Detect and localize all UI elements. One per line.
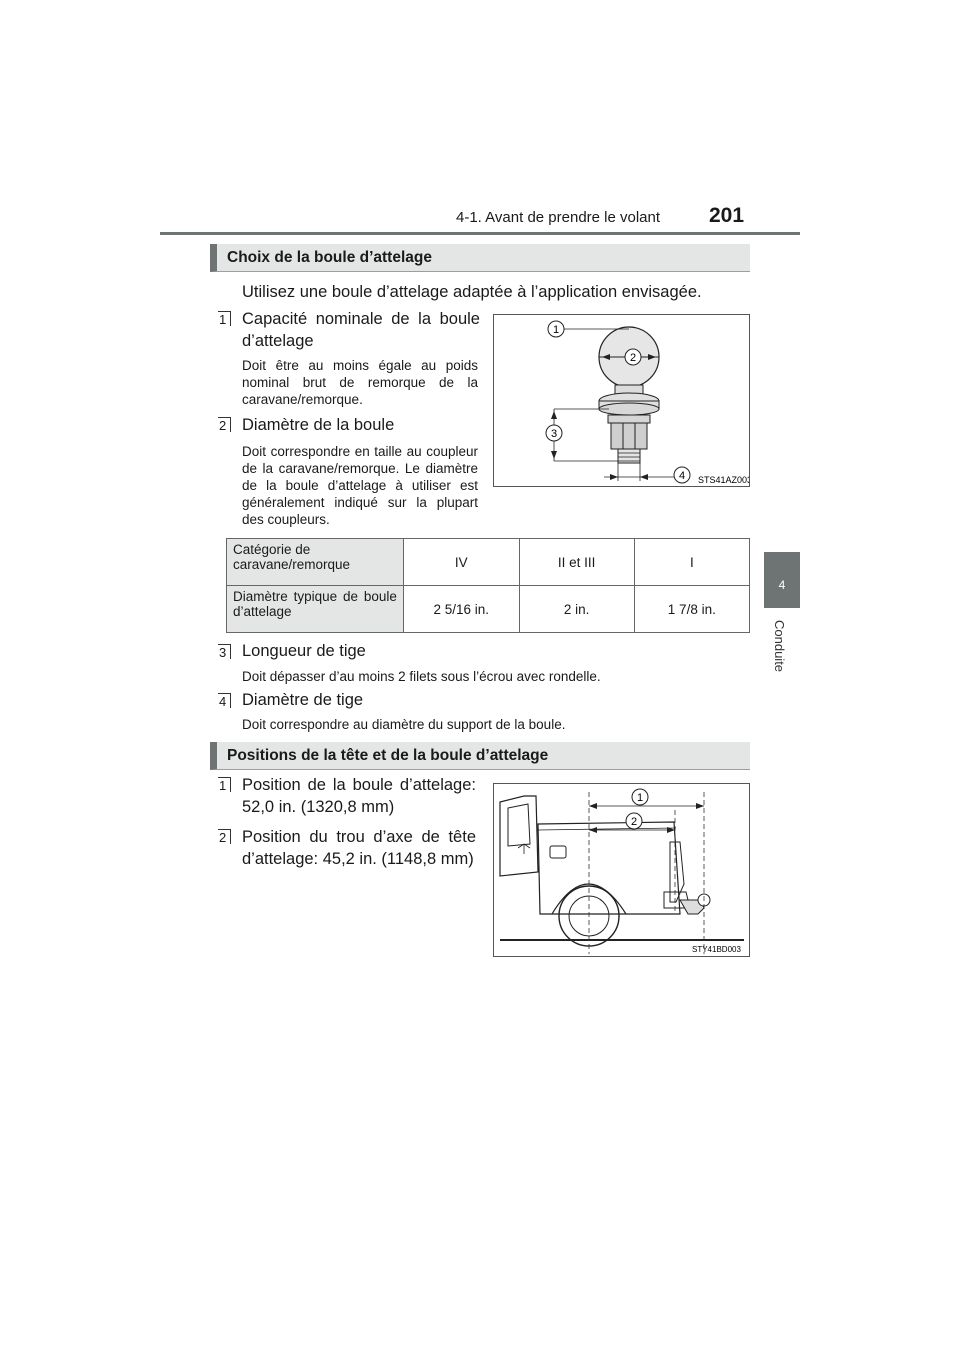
section-heading-text: Positions de la tête et de la boule d’attelage xyxy=(227,746,549,764)
section-heading-positions xyxy=(210,742,750,770)
figure-code: STY41BD003 xyxy=(692,945,741,954)
callout-3 xyxy=(546,425,562,441)
table-cell: I xyxy=(634,539,749,586)
item-description: Doit être au moins égale au poids nominal brut de remorque de la caravane/remorque. xyxy=(242,358,478,407)
callout-2 xyxy=(626,813,642,829)
callout-4 xyxy=(674,467,690,483)
table-cell: IV xyxy=(403,539,519,586)
header-rule xyxy=(160,232,800,235)
chapter-label: Conduite xyxy=(772,620,787,673)
item-title-line: d’attelage xyxy=(242,332,314,350)
table-cell: Catégorie de caravane/remorque xyxy=(227,539,404,586)
item-title: Longueur de tige xyxy=(242,642,366,660)
item-title-line: Position du trou d’axe de tête xyxy=(242,828,476,846)
table-cell: Diamètre typique de boule d’attelage xyxy=(227,586,404,633)
table-row xyxy=(227,539,750,586)
svg-text:2: 2 xyxy=(630,816,638,828)
callout-2 xyxy=(625,349,641,365)
page-number: 201 xyxy=(709,204,745,227)
item-description: Doit correspondre en taille au coupleur de la caravane/remorque. Le diamètre de la boule d’attelage à utiliser est généralement indiqué sur la plupart des coupleurs. xyxy=(242,444,478,527)
item-title: Diamètre de tige xyxy=(242,691,364,709)
table-cell: 2 in. xyxy=(519,586,634,633)
item-title-line: 52,0 in. (1320,8 mm) xyxy=(242,798,395,816)
ball-spec-table xyxy=(226,538,750,633)
item-number: 2 xyxy=(218,829,231,844)
truck-hitch-figure xyxy=(493,783,750,957)
item-description: Doit correspondre au diamètre du support de la boule. xyxy=(242,717,566,732)
item-title xyxy=(242,826,476,870)
item-title-line: Position de la boule d’attelage: xyxy=(242,776,476,794)
svg-text:1: 1 xyxy=(552,324,560,336)
callout-1 xyxy=(632,789,648,805)
chapter-number: 4 xyxy=(778,578,786,592)
item-number: 3 xyxy=(218,644,231,659)
item-title xyxy=(242,308,480,352)
item-description: Doit dépasser d’au moins 2 filets sous l’écrou avec rondelle. xyxy=(242,669,601,684)
item-title-line: d’attelage: 45,2 in. (1148,8 mm) xyxy=(242,850,474,868)
item-title-line: Capacité nominale de la boule xyxy=(242,310,480,328)
item-number: 1 xyxy=(218,311,231,326)
figure-code: STS41AZ003 xyxy=(698,475,749,485)
hitch-ball-figure xyxy=(493,314,750,487)
item-title: Diamètre de la boule xyxy=(242,416,395,434)
svg-text:2: 2 xyxy=(629,352,637,364)
section-heading-text: Choix de la boule d’attelage xyxy=(227,248,432,266)
truck-rear-illustration xyxy=(494,784,749,956)
item-number: 4 xyxy=(218,693,231,708)
svg-text:1: 1 xyxy=(636,792,644,804)
section-label: 4-1. Avant de prendre le volant xyxy=(456,209,661,226)
svg-text:4: 4 xyxy=(678,470,686,482)
table-row xyxy=(227,586,750,633)
intro-text: Utilisez une boule d’attelage adaptée à l’application envisagée. xyxy=(242,283,702,301)
item-number: 1 xyxy=(218,777,231,792)
chapter-tab xyxy=(764,552,800,608)
svg-text:3: 3 xyxy=(550,428,558,440)
callout-1 xyxy=(548,321,564,337)
table-cell: 2 5/16 in. xyxy=(403,586,519,633)
hitch-ball-illustration xyxy=(494,315,749,486)
item-title xyxy=(242,774,476,818)
section-heading-ball-choice xyxy=(210,244,750,272)
table-cell: 1 7/8 in. xyxy=(634,586,749,633)
table-cell: II et III xyxy=(519,539,634,586)
item-number: 2 xyxy=(218,417,231,432)
